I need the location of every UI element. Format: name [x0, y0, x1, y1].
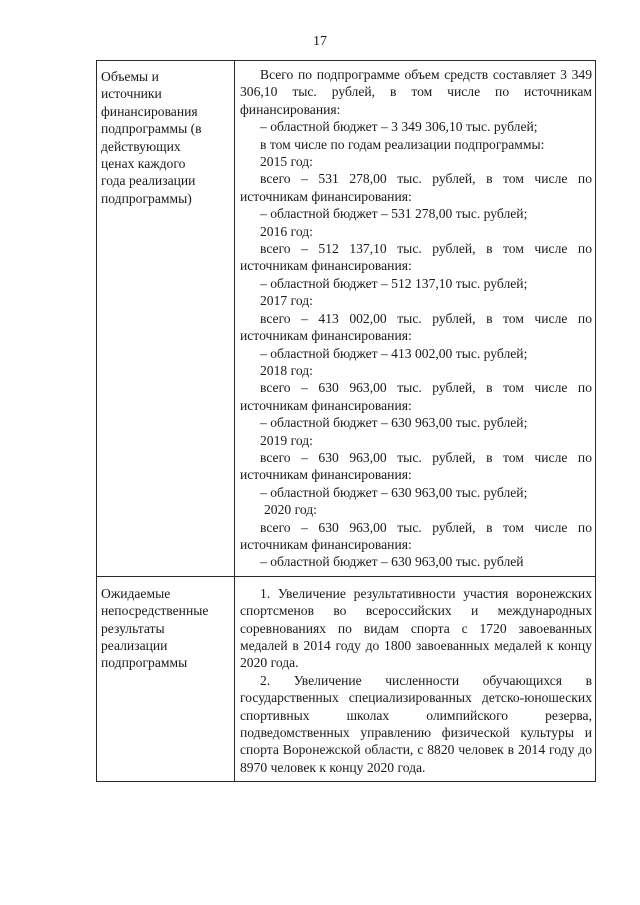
label-line: года реализации [101, 173, 196, 189]
label-line: подпрограммы (в [101, 121, 202, 137]
label-line: источники [101, 86, 162, 102]
year-total: всего – 630 963,00 тыс. рублей, в том числе по источникам финансирования: [240, 519, 592, 552]
financing-intro: Всего по подпрограмме объем средств составляет 3 349 306,10 тыс. рублей, в том числе по источникам финансирования: [240, 67, 592, 117]
label-line: действующих [101, 138, 181, 154]
financing-label-cell [97, 61, 235, 577]
year-budget: – областной бюджет – 630 963,00 тыс. рублей; [260, 484, 528, 500]
page-number: 17 [313, 34, 327, 49]
label-line: Объемы и [101, 69, 159, 84]
year-heading: 2016 год: [260, 223, 313, 239]
year-total: всего – 630 963,00 тыс. рублей, в том числе по источникам финансирования: [240, 380, 592, 413]
passport-table [96, 60, 596, 782]
financing-label [101, 68, 231, 207]
year-heading: 2015 год: [260, 154, 313, 170]
table-row-financing [97, 61, 596, 577]
year-total: всего – 512 137,10 тыс. рублей, в том числе по источникам финансирования: [240, 241, 592, 274]
budget-line: – областной бюджет – 3 349 306,10 тыс. рублей; [260, 119, 538, 135]
results-content-cell [235, 576, 596, 781]
year-total: всего – 531 278,00 тыс. рублей, в том числе по источникам финансирования: [240, 171, 592, 204]
result-item: 2. Увеличение численности обучающихся в государственных специализированных детско-юношеских спортивных школах олимпийского резерва, подведомственных управлению физической культуры и спорта Воронежской области, с 8820 человек в 2014 году до 8970 человек к концу 2020 года. [240, 672, 592, 775]
year-heading: 2018 год: [260, 362, 313, 378]
label-line: подпрограммы [101, 655, 188, 671]
financing-content-cell [235, 61, 596, 577]
label-line: Ожидаемые [101, 585, 171, 601]
label-line: подпрограммы) [101, 190, 192, 206]
label-line: реализации [101, 638, 168, 653]
results-label [101, 585, 231, 672]
year-budget: – областной бюджет – 630 963,00 тыс. рублей; [260, 415, 528, 431]
label-line: результаты [101, 620, 165, 636]
label-line: финансирования [101, 103, 198, 119]
result-item: 1. Увеличение результативности участия воронежских спортсменов во всероссийских и международных соревнованиях по видам спорта с 1720 завоеванных медалей в 2014 году до 1800 завоеванных медалей к концу 2020 года. [240, 585, 592, 671]
year-heading: 2019 год: [260, 432, 313, 448]
results-label-cell [97, 576, 235, 781]
year-budget: – областной бюджет – 512 137,10 тыс. рублей; [260, 275, 528, 291]
by-years-heading: в том числе по годам реализации подпрограммы: [260, 136, 545, 152]
year-budget: – областной бюджет – 630 963,00 тыс. рублей [260, 554, 524, 570]
label-line: непосредственные [101, 603, 209, 619]
year-total: всего – 413 002,00 тыс. рублей, в том числе по источникам финансирования: [240, 310, 592, 344]
year-total: всего – 630 963,00 тыс. рублей, в том числе по источникам финансирования: [240, 449, 592, 483]
year-heading: 2017 год: [260, 293, 313, 309]
year-heading: 2020 год: [264, 502, 317, 518]
year-budget: – областной бюджет – 531 278,00 тыс. рублей; [260, 206, 528, 222]
label-line: ценах каждого [101, 156, 186, 172]
table-row-results [97, 576, 596, 781]
year-budget: – областной бюджет – 413 002,00 тыс. рублей; [260, 345, 528, 361]
